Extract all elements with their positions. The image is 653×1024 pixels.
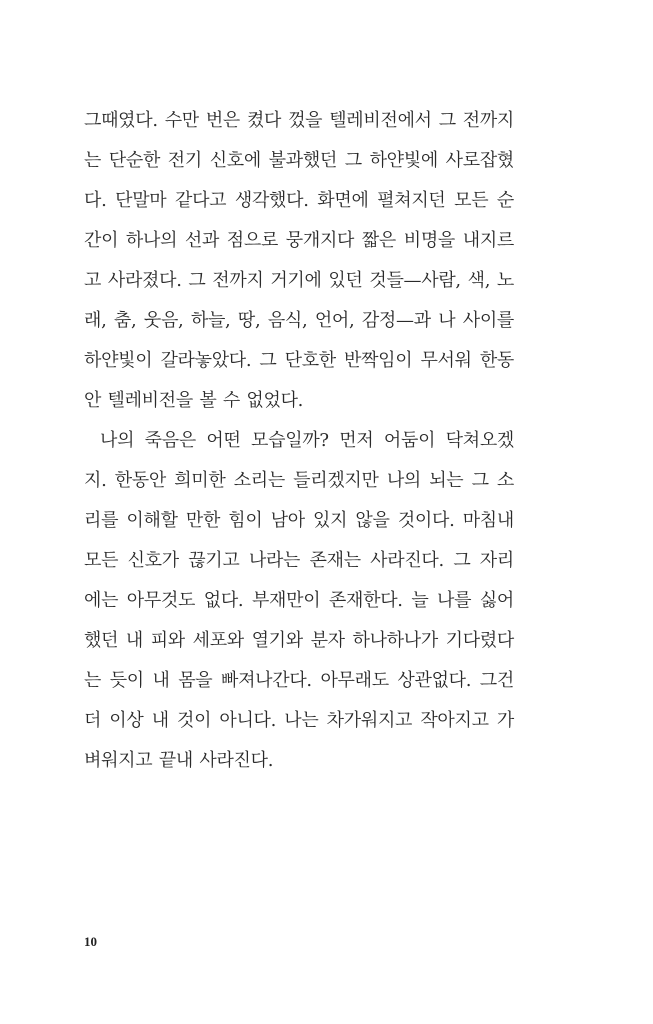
text-line: 에는 아무것도 없다. 부재만이 존재한다. 늘 나를 싫어 [84,590,514,611]
text-line: 간이 하나의 선과 점으로 뭉개지다 짧은 비명을 내지르 [84,230,514,251]
body-text [84,101,520,781]
text-line: 다. 단말마 같다고 생각했다. 화면에 펼쳐지던 모든 순 [84,190,514,211]
paragraph-2 [84,421,520,781]
text-line: 는 듯이 내 몸을 빠져나간다. 아무래도 상관없다. 그건 [84,670,514,691]
text-line: 지. 한동안 희미한 소리는 들리겠지만 나의 뇌는 그 소 [84,470,514,491]
text-line: 하얀빛이 갈라놓았다. 그 단호한 반짝임이 무서워 한동 [84,350,514,371]
text-line: 리를 이해할 만한 힘이 남아 있지 않을 것이다. 마침내 [84,510,514,531]
text-line: 모든 신호가 끊기고 나라는 존재는 사라진다. 그 자리 [84,550,514,571]
page-number: 10 [84,934,97,949]
text-line: 안 텔레비전을 볼 수 없었다. [84,390,304,411]
paragraph-1 [84,101,520,421]
text-line: 고 사라졌다. 그 전까지 거기에 있던 것들—사람, 색, 노 [84,270,514,291]
text-line: 했던 내 피와 세포와 열기와 분자 하나하나가 기다렸다 [84,630,514,651]
text-line: 벼워지고 끝내 사라진다. [84,750,274,771]
text-line: 더 이상 내 것이 아니다. 나는 차가워지고 작아지고 가 [84,710,514,731]
text-line: 그때였다. 수만 번은 켰다 껐을 텔레비전에서 그 전까지 [84,110,514,131]
text-line: 나의 죽음은 어떤 모습일까? 먼저 어둠이 닥쳐오겠 [100,430,514,451]
text-line: 래, 춤, 웃음, 하늘, 땅, 음식, 언어, 감정—과 나 사이를 [84,310,514,331]
text-line: 는 단순한 전기 신호에 불과했던 그 하얀빛에 사로잡혔 [84,150,514,171]
